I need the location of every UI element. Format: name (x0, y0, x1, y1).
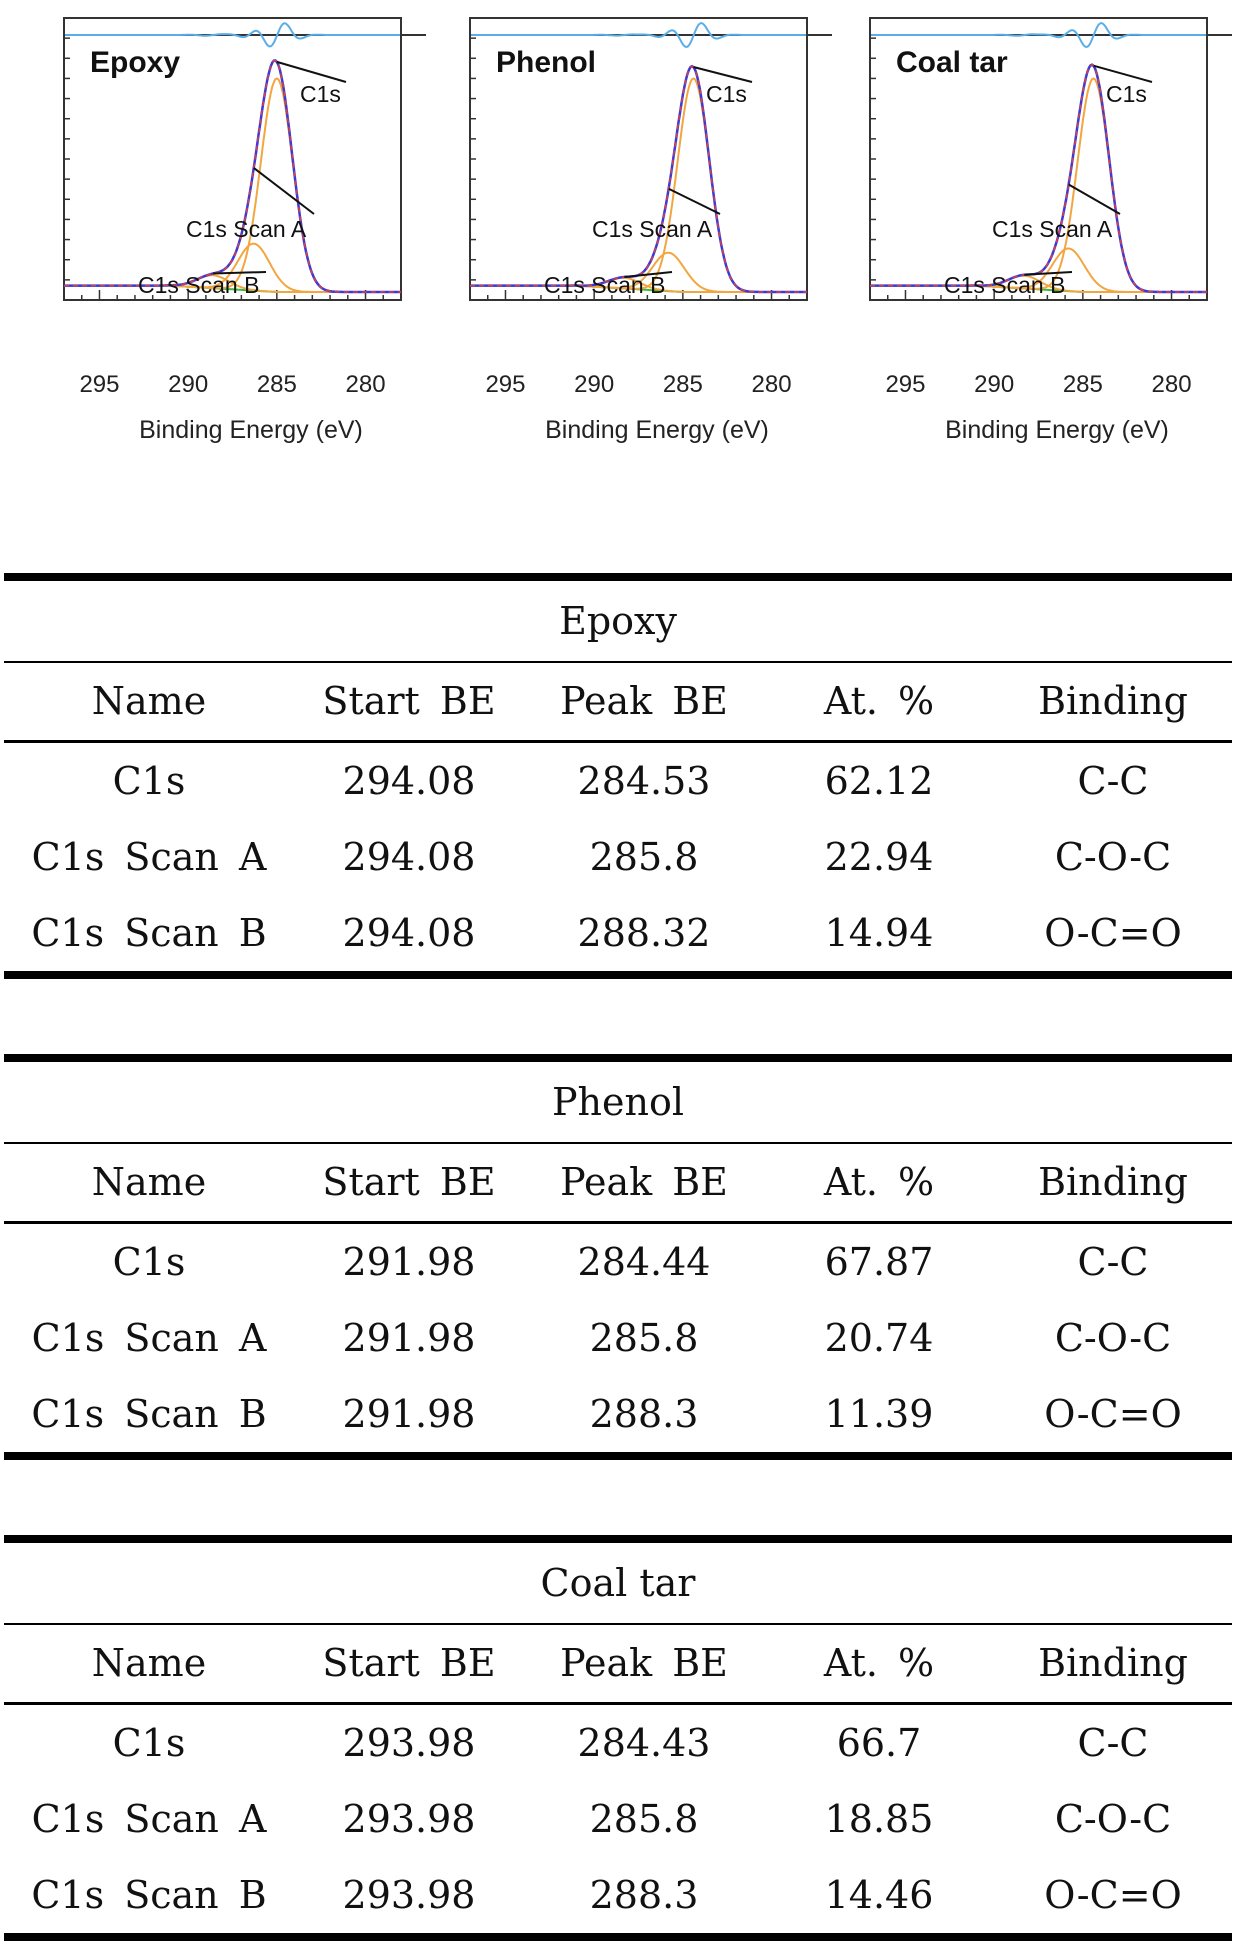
column-header-binding: Binding (1038, 679, 1188, 723)
table-row (4, 1376, 1232, 1460)
column-header-binding: Binding (1038, 1641, 1188, 1685)
cell-peak-be: 284.53 (577, 759, 711, 803)
cell-binding: C-O-C (1054, 835, 1172, 879)
cell-at-percent: 67.87 (824, 1240, 934, 1284)
cell-name: C1s (112, 1240, 186, 1284)
column-header-name: Name (91, 1641, 207, 1685)
leader-line-scan-a (254, 168, 314, 214)
cell-peak-be: 285.8 (589, 835, 699, 879)
cell-at-percent: 22.94 (824, 835, 934, 879)
column-header-name: Name (91, 1160, 207, 1204)
cell-name: C1s Scan A (31, 835, 267, 879)
x-tick-label: 290 (974, 371, 1015, 398)
component-peak-c1s (870, 79, 1207, 293)
cell-name: C1s Scan B (31, 911, 267, 955)
column-header-peak-be: Peak BE (560, 1160, 728, 1204)
x-tick-label: 290 (168, 371, 209, 398)
leader-line-c1s (277, 62, 346, 82)
cell-peak-be: 284.44 (577, 1240, 711, 1284)
cell-name: C1s (112, 1721, 186, 1765)
peak-label-c1s: C1s (706, 81, 747, 107)
envelope-line (470, 66, 807, 292)
cell-peak-be: 285.8 (589, 1797, 699, 1841)
column-header-start-be: Start BE (322, 679, 496, 723)
cell-start-be: 291.98 (342, 1240, 476, 1284)
peak-label-scan-a: C1s Scan A (186, 216, 307, 242)
column-header-peak-be: Peak BE (560, 679, 728, 723)
residual-line (870, 23, 1207, 47)
xps-panel-epoxy (56, 10, 456, 485)
x-tick-label: 295 (885, 371, 926, 398)
cell-at-percent: 11.39 (824, 1392, 934, 1436)
table-header-row (4, 1144, 1232, 1224)
x-tick-label: 280 (751, 371, 792, 398)
table-row (4, 1857, 1232, 1941)
x-tick-label: 285 (662, 371, 703, 398)
x-tick-label: 285 (1062, 371, 1103, 398)
panel-title: Epoxy (90, 46, 181, 79)
table-header-row (4, 663, 1232, 743)
cell-peak-be: 285.8 (589, 1316, 699, 1360)
cell-binding: O-C=O (1044, 1392, 1182, 1436)
xps-panel-phenol (462, 10, 862, 485)
column-header-at-percent: At. % (823, 1641, 935, 1685)
table-row (4, 743, 1232, 819)
cell-name: C1s (112, 759, 186, 803)
peak-label-scan-b: C1s Scan B (544, 272, 666, 298)
cell-start-be: 291.98 (342, 1316, 476, 1360)
cell-binding: C-O-C (1054, 1797, 1172, 1841)
cell-start-be: 294.08 (342, 911, 476, 955)
envelope-line (64, 60, 401, 292)
x-tick-label: 285 (256, 371, 297, 398)
cell-name: C1s Scan A (31, 1316, 267, 1360)
cell-at-percent: 62.12 (824, 759, 934, 803)
cell-peak-be: 288.3 (589, 1392, 699, 1436)
table-row (4, 1300, 1232, 1376)
cell-binding: C-O-C (1054, 1316, 1172, 1360)
peak-label-c1s: C1s (300, 81, 341, 107)
residual-line (64, 23, 401, 46)
cell-binding: C-C (1077, 759, 1149, 803)
table-header-row (4, 1625, 1232, 1705)
xps-panel-coal-tar (862, 10, 1260, 485)
cell-at-percent: 20.74 (824, 1316, 934, 1360)
x-axis-title: Binding Energy (eV) (139, 416, 363, 444)
residual-band (64, 23, 426, 46)
fit-line (870, 65, 1207, 292)
x-axis-title: Binding Energy (eV) (945, 416, 1169, 444)
table-row (4, 1781, 1232, 1857)
cell-binding: C-C (1077, 1240, 1149, 1284)
component-peak-c1s (470, 79, 807, 293)
x-tick-label: 280 (1151, 371, 1192, 398)
cell-start-be: 294.08 (342, 835, 476, 879)
column-header-peak-be: Peak BE (560, 1641, 728, 1685)
cell-at-percent: 66.7 (836, 1721, 922, 1765)
x-tick-label: 295 (79, 371, 120, 398)
cell-at-percent: 14.46 (824, 1873, 934, 1917)
residual-band (470, 23, 832, 47)
cell-binding: O-C=O (1044, 1873, 1182, 1917)
peak-label-c1s: C1s (1106, 81, 1147, 107)
peak-label-scan-b: C1s Scan B (138, 272, 260, 298)
envelope-line (870, 65, 1207, 292)
cell-name: C1s Scan B (31, 1873, 267, 1917)
panel-title: Phenol (496, 46, 597, 79)
fit-line (470, 66, 807, 292)
peak-label-scan-a: C1s Scan A (592, 216, 713, 242)
column-header-start-be: Start BE (322, 1160, 496, 1204)
table-caption: Coal tar (4, 1535, 1232, 1625)
leader-line-c1s (1093, 66, 1152, 82)
cell-start-be: 293.98 (342, 1873, 476, 1917)
column-header-binding: Binding (1038, 1160, 1188, 1204)
cell-peak-be: 288.3 (589, 1873, 699, 1917)
x-axis-title: Binding Energy (eV) (545, 416, 769, 444)
x-tick-label: 295 (485, 371, 526, 398)
cell-name: C1s Scan B (31, 1392, 267, 1436)
table-caption: Phenol (4, 1054, 1232, 1144)
table-row (4, 895, 1232, 979)
cell-peak-be: 288.32 (577, 911, 711, 955)
x-tick-label: 290 (574, 371, 615, 398)
residual-line (470, 23, 807, 47)
peak-label-scan-a: C1s Scan A (992, 216, 1113, 242)
table-row (4, 1224, 1232, 1300)
panel-title: Coal tar (896, 46, 1008, 79)
leader-line-c1s (693, 67, 752, 82)
column-header-name: Name (91, 679, 207, 723)
x-tick-label: 280 (345, 371, 386, 398)
table-row (4, 1705, 1232, 1781)
cell-start-be: 291.98 (342, 1392, 476, 1436)
column-header-start-be: Start BE (322, 1641, 496, 1685)
cell-at-percent: 14.94 (824, 911, 934, 955)
column-header-at-percent: At. % (823, 679, 935, 723)
data-table-phenol (4, 1054, 1232, 1460)
cell-start-be: 293.98 (342, 1797, 476, 1841)
cell-start-be: 294.08 (342, 759, 476, 803)
data-table-coal-tar (4, 1535, 1232, 1941)
table-caption: Epoxy (4, 573, 1232, 663)
column-header-at-percent: At. % (823, 1160, 935, 1204)
cell-binding: O-C=O (1044, 911, 1182, 955)
cell-at-percent: 18.85 (824, 1797, 934, 1841)
cell-name: C1s Scan A (31, 1797, 267, 1841)
residual-band (870, 23, 1232, 47)
cell-start-be: 293.98 (342, 1721, 476, 1765)
peak-label-scan-b: C1s Scan B (944, 272, 1066, 298)
data-table-epoxy (4, 573, 1232, 979)
table-row (4, 819, 1232, 895)
cell-binding: C-C (1077, 1721, 1149, 1765)
cell-peak-be: 284.43 (577, 1721, 711, 1765)
